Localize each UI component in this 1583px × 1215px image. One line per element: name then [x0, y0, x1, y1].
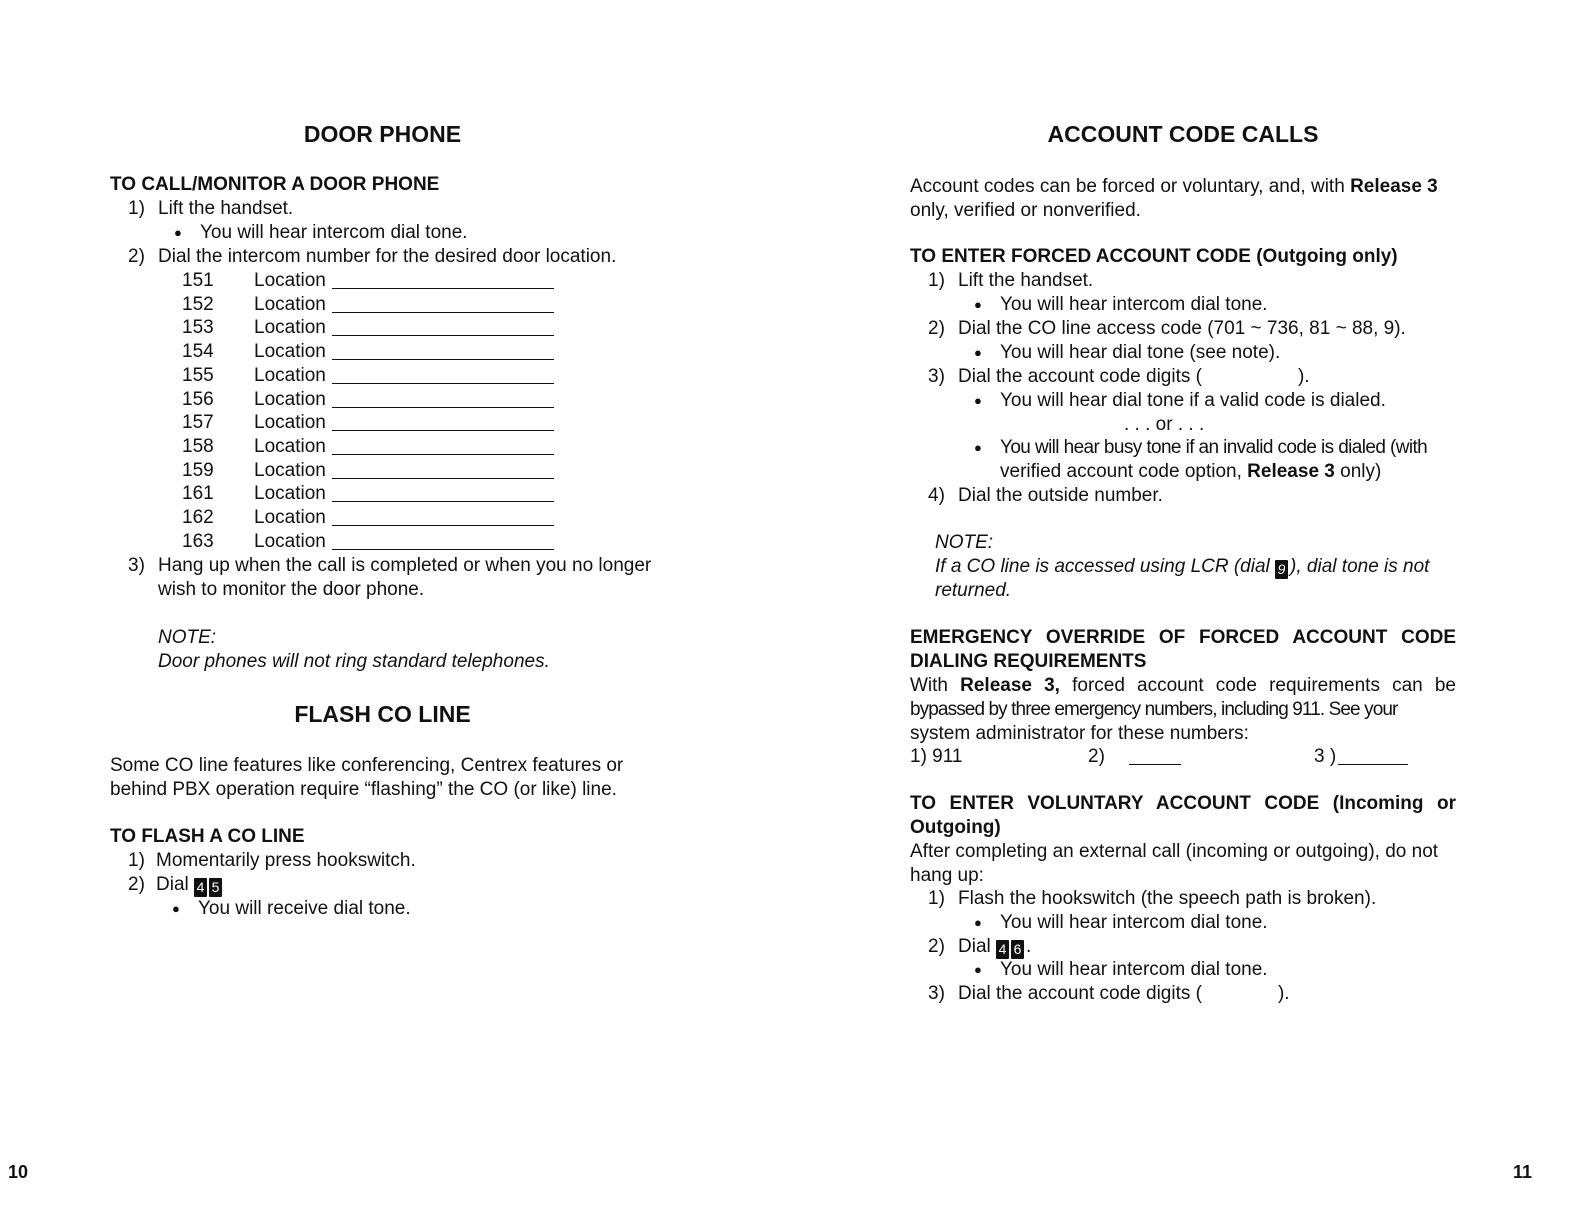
- dial-key-4: 4: [194, 878, 207, 897]
- location-label: Location: [254, 412, 326, 434]
- vol-step2-bullet: ● You will hear intercom dial tone.: [1000, 958, 1268, 982]
- intro-text: Account codes can be forced or voluntary, and, with: [910, 176, 1351, 197]
- location-number: 151: [182, 270, 214, 291]
- forced-step2-text: Dial the CO line access code (701 ~ 736, 81 ~ 88, 9).: [958, 318, 1406, 339]
- step3-line1: Hang up when the call is completed or when you no longer: [158, 555, 652, 576]
- location-blank-line: [332, 549, 554, 550]
- forced-heading: TO ENTER FORCED ACCOUNT CODE (Outgoing only): [910, 246, 1398, 267]
- vol-step3-text: Dial the account code digits (: [958, 983, 1202, 1004]
- location-number: 158: [182, 435, 214, 457]
- forced-step3-number: 3): [928, 366, 945, 387]
- vol-step2-end: .: [1026, 936, 1032, 957]
- location-label: Location: [254, 317, 326, 339]
- forced-step1-number: 1): [928, 270, 945, 291]
- location-number: 156: [182, 388, 214, 410]
- emergency-heading-line1: EMERGENCY OVERRIDE OF FORCED ACCOUNT CODE: [910, 627, 1456, 648]
- vol-step3-number: 3): [928, 983, 945, 1004]
- flash-step2: [156, 873, 224, 897]
- vol-step1-bullet: ● You will hear intercom dial tone.: [1000, 911, 1268, 935]
- note-text: Door phones will not ring standard telephones.: [158, 651, 550, 672]
- step2-text: Dial the intercom number for the desired door location.: [158, 246, 617, 267]
- location-number: 157: [182, 412, 214, 434]
- location-label: Location: [254, 388, 326, 410]
- flash-step1-text: Momentarily press hookswitch.: [156, 850, 416, 871]
- flash-step2-number: 2): [128, 874, 145, 895]
- location-label: Location: [254, 435, 326, 457]
- emergency-number-1: 1) 911: [910, 746, 963, 767]
- location-label: Location: [254, 341, 326, 363]
- flash-step1-number: 1): [128, 850, 145, 871]
- dial-key-9: 9: [1275, 560, 1288, 579]
- location-blank-line: [332, 312, 554, 313]
- location-number: 161: [182, 483, 214, 505]
- forced-step4-number: 4): [928, 485, 945, 506]
- emergency-line2: bypassed by three emergency numbers, including 911. See your: [910, 699, 1398, 720]
- step3-line2: wish to monitor the door phone.: [158, 579, 425, 600]
- note-text-b: ), dial tone is not: [1290, 556, 1430, 577]
- step1-number: 1): [128, 198, 145, 219]
- note-text-a: If a CO line is accessed using LCR (dial: [935, 556, 1276, 577]
- door-phone-title: DOOR PHONE: [303, 121, 462, 147]
- intro-release: Release 3: [1350, 176, 1438, 197]
- vol-step1-text: Flash the hookswitch (the speech path is broken).: [958, 888, 1377, 909]
- forced-step3-bullet: ● You will hear dial tone if a valid code is dialed.: [1000, 389, 1386, 413]
- right-note-line1: [935, 555, 1429, 579]
- emergency-line1: [910, 674, 1456, 698]
- right-note-label: NOTE:: [935, 532, 994, 553]
- step2-number: 2): [128, 246, 145, 267]
- intro-line1: [910, 175, 1438, 199]
- vol-step2: [958, 935, 1031, 959]
- emergency-n2-label: 2): [1088, 746, 1105, 767]
- forced-step1-bullet: ● You will hear intercom dial tone.: [1000, 293, 1268, 317]
- voluntary-heading-line2: Outgoing): [910, 817, 1001, 838]
- location-blank-line: [332, 359, 554, 360]
- forced-step3: [958, 365, 1310, 389]
- location-blank-line: [332, 335, 554, 336]
- vol-step2-number: 2): [928, 936, 945, 957]
- emergency-heading-line2: DIALING REQUIREMENTS: [910, 651, 1147, 672]
- or-separator: . . . or . . .: [1124, 414, 1205, 435]
- bullet2-end: only): [1334, 461, 1382, 482]
- forced-step3-bullet2-line2: [1000, 460, 1381, 484]
- vol-step1-number: 1): [928, 888, 945, 909]
- flash-step2-text: Dial: [156, 874, 189, 895]
- location-label: Location: [254, 483, 326, 505]
- emergency-number-2: [1088, 745, 1181, 769]
- location-blank-line: [332, 501, 554, 502]
- step3-number: 3): [128, 555, 145, 576]
- emergency-with: With: [910, 675, 961, 696]
- emergency-release: Release 3,: [960, 675, 1060, 696]
- forced-step1-text: Lift the handset.: [958, 270, 1094, 291]
- emergency-n3-label: 3 ): [1314, 746, 1337, 767]
- note-label: NOTE:: [158, 627, 217, 648]
- location-label: Location: [254, 293, 326, 315]
- location-label: Location: [254, 459, 326, 481]
- location-number: 163: [182, 530, 214, 552]
- location-blank-line: [332, 430, 554, 431]
- location-blank-line: [332, 407, 554, 408]
- bullet2-release: Release 3: [1247, 461, 1335, 482]
- voluntary-intro-line1: After completing an external call (incoming or outgoing), do not: [910, 841, 1439, 862]
- location-blank-line: [332, 478, 554, 479]
- vol-step3: [958, 982, 1290, 1006]
- flash-co-line-title: FLASH CO LINE: [294, 701, 471, 727]
- forced-step2-bullet: ● You will hear dial tone (see note).: [1000, 341, 1280, 365]
- location-blank-line: [332, 288, 554, 289]
- page-number-left: 10: [8, 1162, 29, 1182]
- intro-line2: only, verified or nonverified.: [910, 200, 1141, 221]
- location-label: Location: [254, 270, 326, 291]
- flash-heading: TO FLASH A CO LINE: [110, 826, 305, 847]
- location-blank-line: [332, 454, 554, 455]
- location-blank-line: [332, 383, 554, 384]
- step1-bullet: ● You will hear intercom dial tone.: [200, 221, 468, 245]
- location-number: 153: [182, 317, 214, 339]
- flash-paragraph-line2: behind PBX operation require “flashing” the CO (or like) line.: [110, 779, 617, 800]
- emergency-line3: system administrator for these numbers:: [910, 723, 1249, 744]
- emergency-n3-blank: [1338, 764, 1408, 765]
- forced-step2-number: 2): [928, 318, 945, 339]
- page-number-right: 11: [1513, 1162, 1533, 1182]
- emergency-n2-blank: [1129, 764, 1181, 765]
- location-blank-line: [332, 525, 554, 526]
- forced-step3-close: ).: [1297, 366, 1310, 387]
- call-monitor-heading: TO CALL/MONITOR A DOOR PHONE: [110, 174, 440, 195]
- vol-step3-close: ).: [1277, 983, 1290, 1004]
- right-note-line2: returned.: [935, 580, 1012, 601]
- location-label: Location: [254, 530, 326, 552]
- voluntary-heading-line1: TO ENTER VOLUNTARY ACCOUNT CODE (Incoming or: [910, 793, 1456, 814]
- emergency-text: forced account code requirements can be: [1059, 675, 1456, 696]
- flash-bullet: ● You will receive dial tone.: [198, 897, 411, 921]
- forced-step4-text: Dial the outside number.: [958, 485, 1163, 506]
- dial-key-5: 5: [209, 878, 222, 897]
- forced-step3-text: Dial the account code digits (: [958, 366, 1202, 387]
- location-number: 154: [182, 341, 214, 363]
- voluntary-intro-line2: hang up:: [910, 865, 984, 886]
- step1-text: Lift the handset.: [158, 198, 294, 219]
- location-label: Location: [254, 507, 326, 528]
- forced-step3-bullet2: ● You will hear busy tone if an invalid code is dialed (with: [1000, 436, 1427, 460]
- dial-key-6-voluntary: 6: [1011, 940, 1024, 959]
- location-number: 162: [182, 507, 214, 528]
- location-number: 159: [182, 459, 214, 481]
- location-number: 155: [182, 364, 214, 386]
- dial-key-4-voluntary: 4: [996, 940, 1009, 959]
- account-code-title: ACCOUNT CODE CALLS: [1047, 121, 1319, 147]
- bullet2-text: verified account code option,: [1000, 461, 1248, 482]
- location-label: Location: [254, 364, 326, 386]
- flash-paragraph-line1: Some CO line features like conferencing, Centrex features or: [110, 755, 624, 776]
- location-number: 152: [182, 293, 214, 315]
- emergency-number-3: [1314, 745, 1408, 769]
- vol-step2-text: Dial: [958, 936, 991, 957]
